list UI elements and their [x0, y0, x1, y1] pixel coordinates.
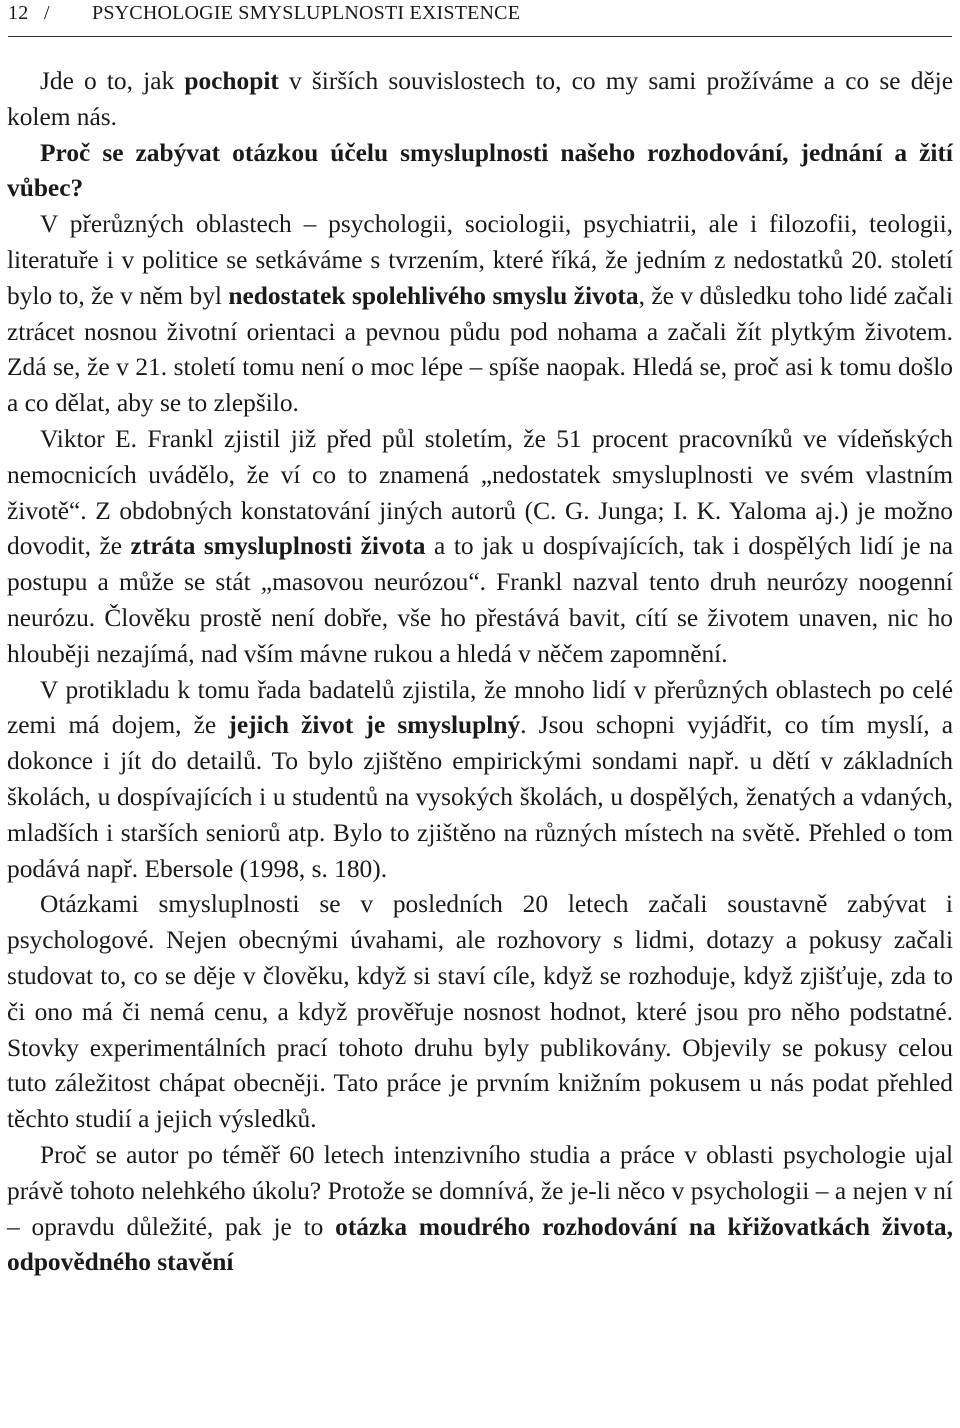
paragraph-4-text-c: a to jak u dospívajících, tak i dospělých lidí je na postupu a může se stát „masovou neurózou“. Frankl nazval tento druh neurózy noogenní neurózu. Člověku prostě není dobře, vše ho přestává bavit, cítí se životem unaven, nic ho hlouběji nezajímá, nad vším mávne rukou a hledá v něčem zapomnění.: [7, 532, 953, 668]
page-number: 12: [8, 2, 29, 24]
paragraph-3-text-a: V přerůzných oblastech – psychologii, sociologii, psychiatrii, ale i filozofii, teologii, literatuře i v politice se setkáváme s tvrzením, které říká, že jedním z nedostatků 20. století bylo to, že v něm byl: [7, 210, 953, 310]
running-title: PSYCHOLOGIE SMYSLUPLNOSTI EXISTENCE: [92, 2, 521, 24]
paragraph-3-bold: nedostatek spolehlivého smyslu života: [228, 281, 639, 310]
paragraph-1-bold: pochopit: [184, 67, 279, 95]
paragraph-5-bold: jejich život je smysluplný: [228, 711, 521, 740]
paragraph-5-text-a: V protikladu k tomu řada badatelů zjistila, že mnoho lidí v přerůzných oblastech po celé zemi má dojem, že: [7, 675, 953, 740]
paragraph-5-text-c: . Jsou schopni vyjádřit, co tím myslí, a dokonce i jít do detailů. To bylo zjištěno empirickými sondami např. u dětí v základních školách, u dospívajících i u studentů na vysokých školách, u dospělých, ženatých a vdaných, mladších i starších seniorů atp. Bylo to zjištěno na různých místech na světě. Přehled o tom podává např. Ebersole (1998, s. 180).: [7, 711, 953, 883]
paragraph-7: [7, 1138, 953, 1281]
paragraph-4-text-a: Viktor E. Frankl zjistil již před půl stoletím, že 51 procent pracovníků ve vídeňských nemocnicích uvádělo, že ví co to znamená „nedostatek smysluplnosti ve svém vlastním životě“. Z obdobných konstatování jiných autorů (C. G. Junga; I. K. Yaloma aj.) je možno dovodit, že: [7, 424, 953, 561]
paragraph-7-text-a: Proč se autor po téměř 60 letech intenzivního studia a práce v oblasti psychologie ujal právě tohoto nelehkého úkolu? Protože se domnívá, že je-li něco v psychologii – a nejen v ní – opravdu důležité, pak je to: [7, 1140, 953, 1241]
paragraph-6: [7, 887, 953, 1138]
paragraph-1: [7, 64, 953, 136]
paragraph-7-bold: otázka moudrého rozhodování na křižovatkách života, odpovědného stavění: [7, 1212, 953, 1277]
header-separator: /: [44, 2, 50, 24]
paragraph-1-text-a: Jde o to, jak: [40, 67, 185, 95]
paragraph-4: [7, 422, 953, 673]
question-bold: Proč se zabývat otázkou účelu smysluplnosti našeho rozhodování, jednání a žití vůbec?: [7, 138, 953, 203]
running-header: [8, 0, 952, 37]
paragraph-6-text: Otázkami smysluplnosti se v posledních 20 letech začali soustavně zabývat i psychologové. Nejen obecnými úvahami, ale rozhovory s lidmi, dotazy a pokusy začali studovat to, co se děje v člověku, když si staví cíle, když se rozhoduje, když zjišťuje, zda to či ono má či nemá cenu, a když prověřuje nosnost hodnot, které jsou pro něho podstatné. Stovky experimentálních prací tohoto druhu byly publikovány. Objevily se pokusy celou tuto záležitost chápat obecněji. Tato práce je prvním knižním pokusem u nás podat přehled těchto studií a jejich výsledků.: [7, 890, 953, 1134]
paragraph-4-bold: ztráta smysluplnosti života: [130, 532, 426, 561]
paragraph-3-text-c: , že v důsledku toho lidé začali ztrácet nosnou životní orientaci a pevnou půdu pod nohama a začali žít plytkým životem. Zdá se, že v 21. století tomu není o moc lépe – spíše naopak. Hledá se, proč asi k tomu došlo a co dělat, aby se to zlepšilo.: [7, 281, 953, 418]
paragraph-1-text-c: v širších souvislostech to, co my sami prožíváme a co se děje kolem nás.: [7, 67, 953, 131]
paragraph-3: [7, 207, 953, 422]
paragraph-2-question: [7, 136, 953, 208]
paragraph-5: [7, 673, 953, 888]
page-body: [7, 64, 953, 1281]
